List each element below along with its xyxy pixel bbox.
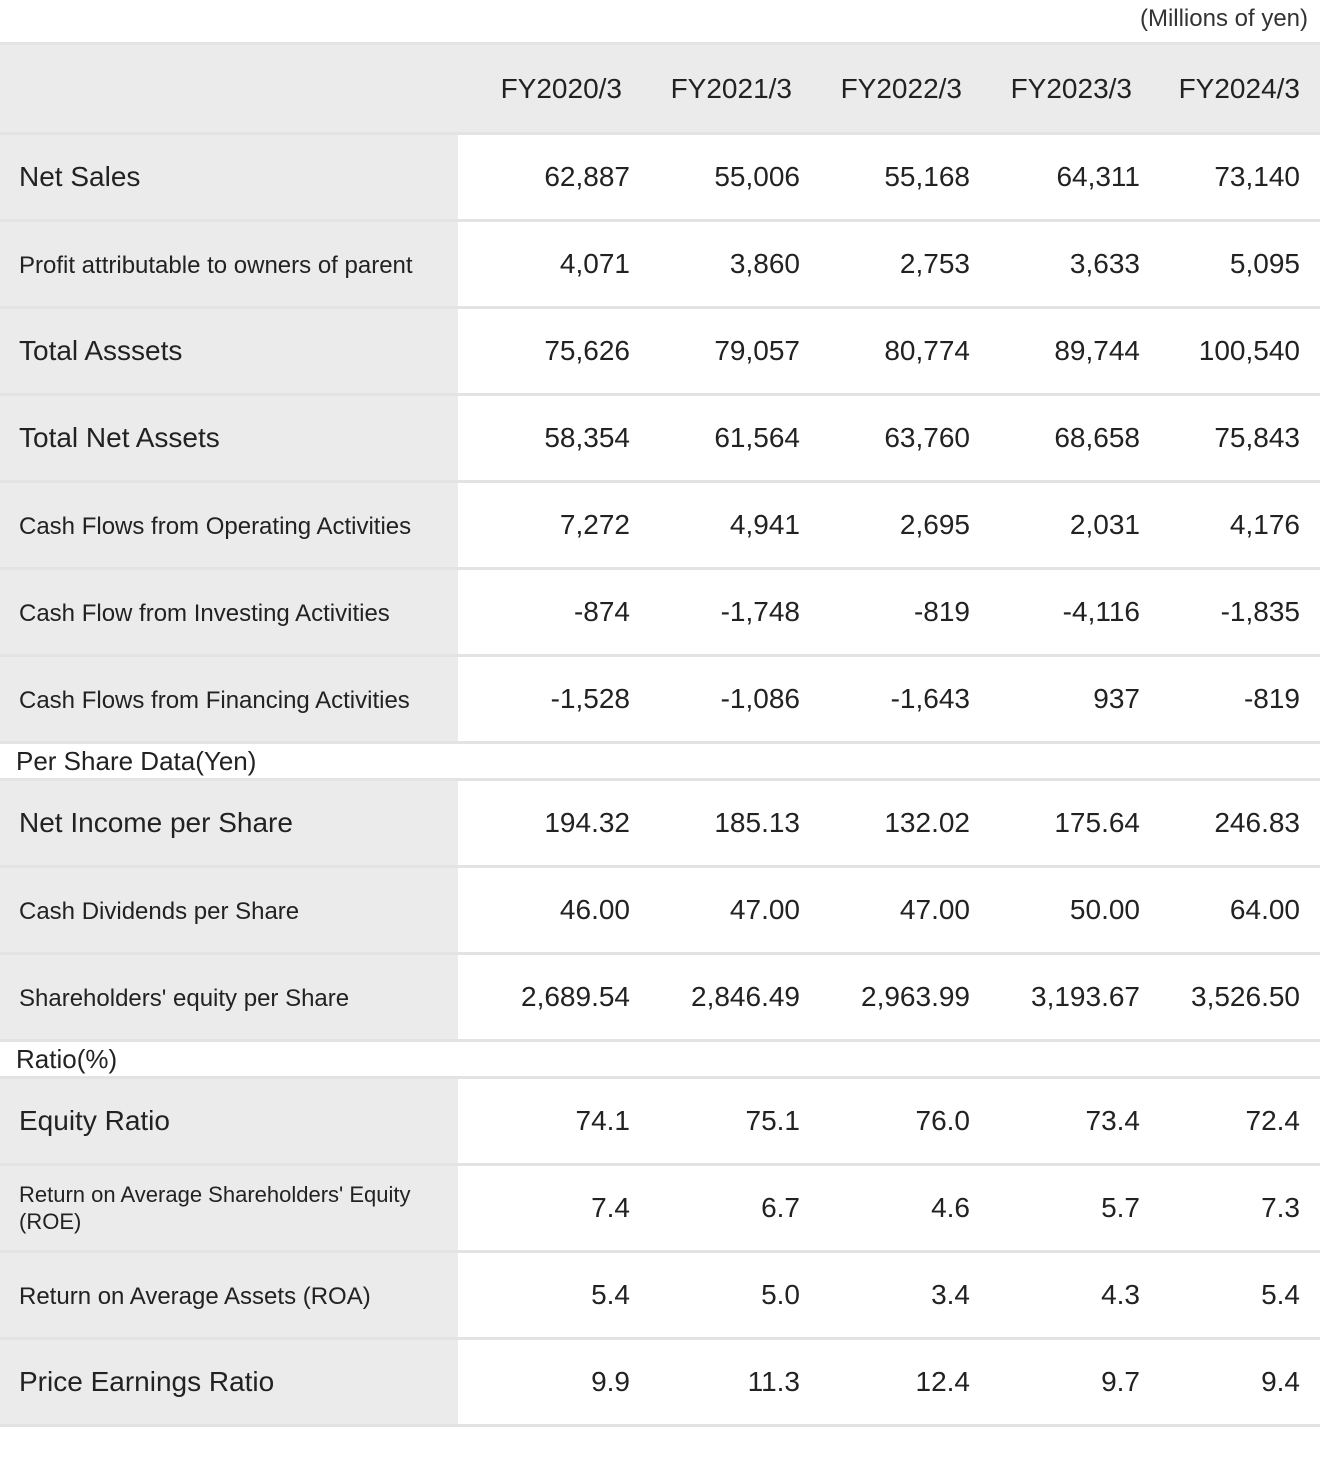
cell-value: -819: [1150, 656, 1320, 743]
cell-value: -4,116: [980, 569, 1150, 656]
row-label-text: Cash Flows from Operating Activities: [19, 513, 412, 540]
row-label: [0, 954, 458, 1041]
cell-value: 5,095: [1150, 221, 1320, 308]
cell-value: 100,540: [1150, 308, 1320, 395]
cell-value: 3,526.50: [1150, 954, 1320, 1041]
cell-value: 9.7: [980, 1339, 1150, 1426]
cell-value: 9.4: [1150, 1339, 1320, 1426]
table-row: [0, 780, 1320, 867]
row-label-text: Shareholders' equity per Share: [19, 985, 350, 1012]
cell-value: 12.4: [810, 1339, 980, 1426]
cell-value: 47.00: [810, 867, 980, 954]
cell-value: 75.1: [640, 1078, 810, 1165]
cell-value: -1,643: [810, 656, 980, 743]
table-row: [0, 1339, 1320, 1426]
cell-value: 7.4: [458, 1165, 640, 1252]
section-heading-row: [0, 1041, 1320, 1078]
cell-value: 74.1: [458, 1078, 640, 1165]
cell-value: -1,835: [1150, 569, 1320, 656]
cell-value: 2,689.54: [458, 954, 640, 1041]
financial-highlights-table: [0, 42, 1320, 1427]
cell-value: 76.0: [810, 1078, 980, 1165]
table-row: [0, 395, 1320, 482]
cell-value: 5.4: [1150, 1252, 1320, 1339]
column-header: FY2024/3: [1150, 44, 1320, 134]
row-label: [0, 1165, 458, 1252]
table-row: [0, 569, 1320, 656]
cell-value: 47.00: [640, 867, 810, 954]
cell-value: 4,071: [458, 221, 640, 308]
cell-value: 80,774: [810, 308, 980, 395]
row-label: [0, 867, 458, 954]
column-header: FY2023/3: [980, 44, 1150, 134]
row-label-text: Return on Average Shareholders' Equity (ROE): [19, 1181, 411, 1234]
cell-value: 46.00: [458, 867, 640, 954]
table-row: [0, 1165, 1320, 1252]
table-row: [0, 1252, 1320, 1339]
cell-value: -1,528: [458, 656, 640, 743]
row-label-text: Cash Flow from Investing Activities: [19, 600, 390, 627]
cell-value: 175.64: [980, 780, 1150, 867]
column-header: FY2021/3: [640, 44, 810, 134]
cell-value: 5.7: [980, 1165, 1150, 1252]
row-label-text: Cash Dividends per Share: [19, 898, 300, 925]
cell-value: 73,140: [1150, 134, 1320, 221]
cell-value: 6.7: [640, 1165, 810, 1252]
row-label: Net Sales: [0, 134, 458, 221]
cell-value: 75,626: [458, 308, 640, 395]
cell-value: -1,086: [640, 656, 810, 743]
table-row: [0, 482, 1320, 569]
row-label: Total Net Assets: [0, 395, 458, 482]
row-label: Price Earnings Ratio: [0, 1339, 458, 1426]
cell-value: 5.0: [640, 1252, 810, 1339]
cell-value: 2,695: [810, 482, 980, 569]
table-row: [0, 308, 1320, 395]
unit-note: (Millions of yen): [1139, 5, 1308, 32]
row-label: [0, 656, 458, 743]
row-label: Net Income per Share: [0, 780, 458, 867]
section-heading-row: [0, 743, 1320, 780]
cell-value: 937: [980, 656, 1150, 743]
cell-value: 73.4: [980, 1078, 1150, 1165]
cell-value: 62,887: [458, 134, 640, 221]
cell-value: 185.13: [640, 780, 810, 867]
cell-value: 3.4: [810, 1252, 980, 1339]
cell-value: 68,658: [980, 395, 1150, 482]
table-row: [0, 134, 1320, 221]
table-header-row: [0, 44, 1320, 134]
cell-value: 61,564: [640, 395, 810, 482]
cell-value: 72.4: [1150, 1078, 1320, 1165]
table-row: [0, 867, 1320, 954]
row-label: [0, 569, 458, 656]
table-row: [0, 1078, 1320, 1165]
row-label-text: Return on Average Assets (ROA): [19, 1283, 371, 1310]
cell-value: 64.00: [1150, 867, 1320, 954]
column-header: FY2020/3: [458, 44, 640, 134]
row-label: [0, 482, 458, 569]
table-row: [0, 954, 1320, 1041]
cell-value: 2,031: [980, 482, 1150, 569]
cell-value: 3,193.67: [980, 954, 1150, 1041]
section-heading-ratio: Ratio(%): [0, 1041, 1320, 1078]
row-label: [0, 221, 458, 308]
cell-value: 3,633: [980, 221, 1150, 308]
cell-value: -819: [810, 569, 980, 656]
cell-value: 2,963.99: [810, 954, 980, 1041]
cell-value: 4,941: [640, 482, 810, 569]
cell-value: 132.02: [810, 780, 980, 867]
cell-value: 4.3: [980, 1252, 1150, 1339]
header-label-cell: [0, 44, 458, 134]
cell-value: 50.00: [980, 867, 1150, 954]
cell-value: -874: [458, 569, 640, 656]
cell-value: 194.32: [458, 780, 640, 867]
cell-value: 7,272: [458, 482, 640, 569]
cell-value: 11.3: [640, 1339, 810, 1426]
table-row: [0, 221, 1320, 308]
row-label: [0, 1252, 458, 1339]
cell-value: 75,843: [1150, 395, 1320, 482]
row-label-text: Profit attributable to owners of parent: [19, 252, 413, 279]
cell-value: 7.3: [1150, 1165, 1320, 1252]
row-label: Equity Ratio: [0, 1078, 458, 1165]
cell-value: 58,354: [458, 395, 640, 482]
cell-value: 64,311: [980, 134, 1150, 221]
cell-value: 63,760: [810, 395, 980, 482]
cell-value: 89,744: [980, 308, 1150, 395]
cell-value: 3,860: [640, 221, 810, 308]
column-header: FY2022/3: [810, 44, 980, 134]
cell-value: 4.6: [810, 1165, 980, 1252]
cell-value: -1,748: [640, 569, 810, 656]
cell-value: 246.83: [1150, 780, 1320, 867]
section-heading-per-share: Per Share Data(Yen): [0, 743, 1320, 780]
cell-value: 79,057: [640, 308, 810, 395]
cell-value: 55,168: [810, 134, 980, 221]
cell-value: 55,006: [640, 134, 810, 221]
cell-value: 5.4: [458, 1252, 640, 1339]
cell-value: 4,176: [1150, 482, 1320, 569]
cell-value: 9.9: [458, 1339, 640, 1426]
table-row: [0, 656, 1320, 743]
cell-value: 2,753: [810, 221, 980, 308]
cell-value: 2,846.49: [640, 954, 810, 1041]
row-label-text: Cash Flows from Financing Activities: [19, 687, 410, 714]
row-label: Total Asssets: [0, 308, 458, 395]
